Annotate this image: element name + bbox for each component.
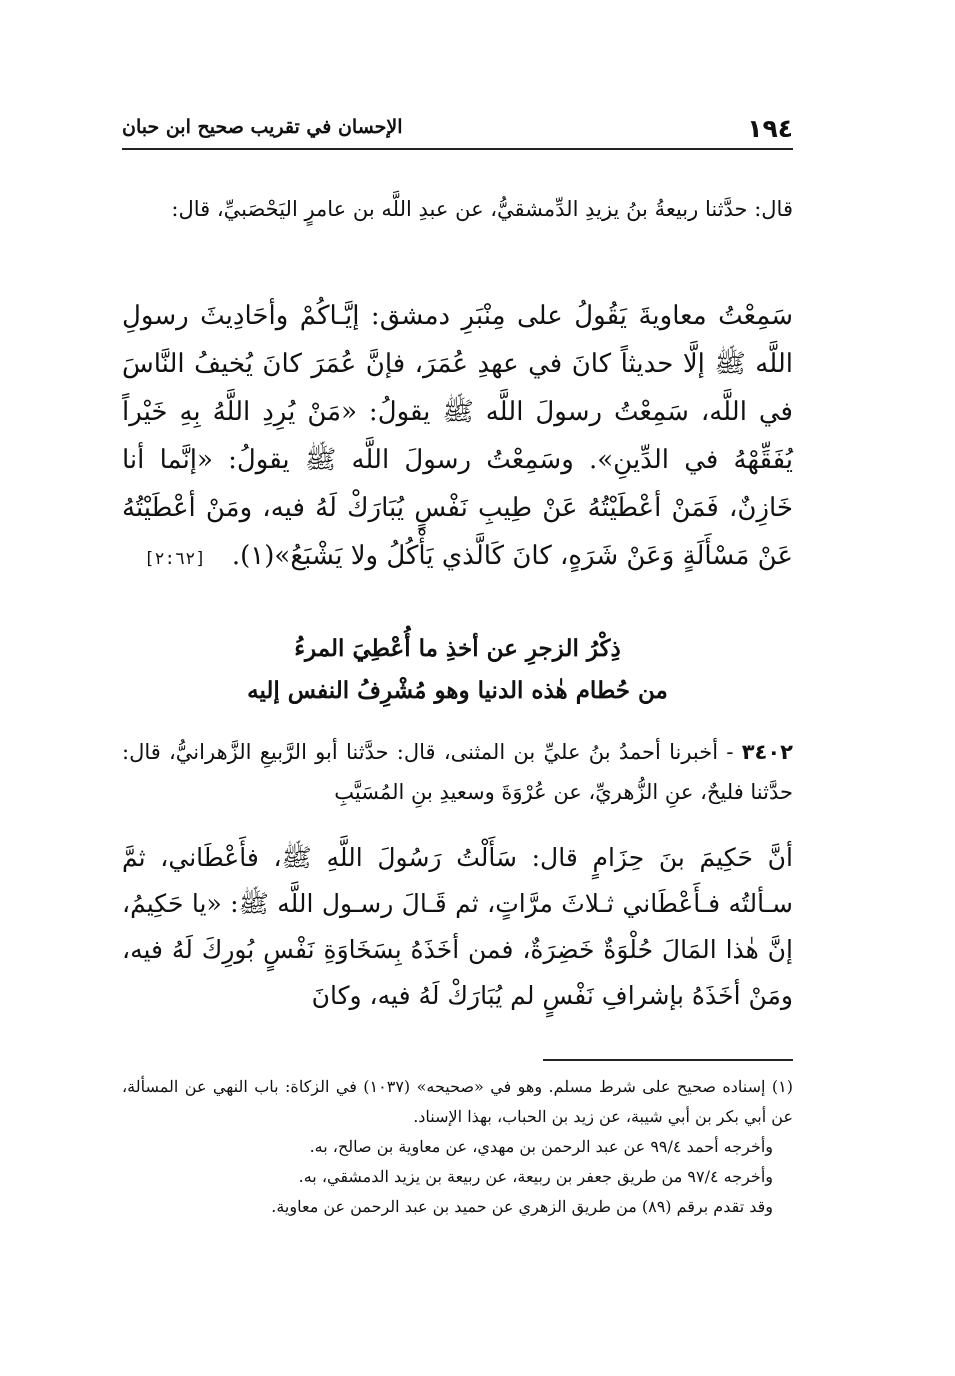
- chain-of-narration: قال: حدَّثنا ربيعةُ بنُ يزيدِ الدِّمشقيُّ، عن عبدِ اللَّه بن عامرٍ اليَحْصَبيِّ، قال:: [171, 197, 793, 221]
- chapter-heading: [122, 628, 793, 712]
- hadith-chain-text: - أخبرنا أحمدُ بنُ عليِّ بن المثنى، قال: حدَّثنا أبو الرَّبيعِ الزَّهرانيُّ، قال: حدَّثنا فليحٌ، عنِ الزُّهريِّ، عن عُرْوَةَ وسعيدِ بنِ المُسَيَّبِ: [122, 740, 793, 804]
- footnote-line-2: وأخرجه أحمد ٩٩/٤ عن عبد الرحمن بن مهدي، عن معاوية بن صالح، به.: [309, 1137, 773, 1156]
- page-header: [122, 108, 793, 150]
- footnote-line-3: وأخرجه ٩٧/٤ من طريق جعفر بن ربيعة، عن ربيعة بن يزيد الدمشقي، به.: [298, 1167, 773, 1186]
- footnote-line-4: وقد تقدم برقم (٨٩) من طريق الزهري عن حميد بن عبد الرحمن عن معاوية.: [271, 1197, 773, 1216]
- chapter-heading-line-1: ذِكْرُ الزجرِ عن أخذِ ما أُعْطِيَ المرءُ: [294, 635, 621, 662]
- hadith-matn: أنَّ حَكِيمَ بنَ حِزَامٍ قال: سَأَلْتُ رَسُولَ اللَّهِ ﷺ، فأَعْطَاني، ثمَّ سـألتُه فـأَعْطَاني ثـلاثَ مرَّاتٍ، ثم قَـالَ رسـول اللَّه ﷺ: «يا حَكِيمُ، إنَّ هٰذا المَالَ حُلْوَةٌ خَضِرَةٌ، فمن أخَذَهُ بِسَخَاوَةِ نَفْسٍ بُورِكَ لَهُ فيه، ومَنْ أخَذَهُ بإشرافِ نَفْسٍ لم يُبَارَكْ لَهُ فيه، وكانَ: [122, 843, 793, 1010]
- chapter-heading-line-2: من حُطام هٰذه الدنيا وهو مُشْرِفُ النفس إليه: [247, 677, 668, 704]
- hadith-chain: [122, 732, 793, 812]
- hadith-body: سَمِعْتُ معاويةَ يَقُولُ على مِنْبَرِ دمشق: إيَّـاكُمْ وأحَادِيثَ رسولِ اللَّه ﷺ إلَّا حديثاً كانَ في عهدِ عُمَرَ، فإنَّ عُمَرَ كانَ يُخيفُ النَّاسَ في اللَّه، سَمِعْتُ رسولَ اللَّه ﷺ يقولُ: «مَنْ يُرِدِ اللَّهُ بِهِ خَيْراً يُفَقِّهْهُ في الدِّينِ». وسَمِعْتُ رسولَ اللَّه ﷺ يقولُ: «إنَّما أنا خَازِنٌ، فَمَنْ أعْطَيْتُهُ عَنْ طِيبِ نَفْسٍ يُبَارَكْ لَهُ فيه، ومَنْ أعْطَيْتُهُ عَنْ مَسْأَلَةٍ وَعَنْ شَرَهٍ، كانَ كَالَّذي يَأْكُلُ ولا يَشْبَعُ»(١).: [122, 301, 793, 571]
- hadith-text: [122, 292, 793, 583]
- footnote-divider: [543, 1059, 793, 1061]
- cross-reference: [٢:٦٢]: [144, 549, 206, 569]
- page-number: ١٩٤: [747, 114, 793, 143]
- footnotes: [122, 1072, 793, 1222]
- hadith-number: ٣٤٠٢: [741, 740, 793, 764]
- footnote-1: (١) إسناده صحيح على شرط مسلم. وهو في «صحيحه» (١٠٣٧) في الزكاة: باب النهي عن المسألة، عن أبي بكر بن أبي شيبة، عن زيد بن الحباب، بهذا الإسناد.: [122, 1077, 793, 1126]
- running-title: الإحسان في تقريب صحيح ابن حبان: [122, 116, 403, 138]
